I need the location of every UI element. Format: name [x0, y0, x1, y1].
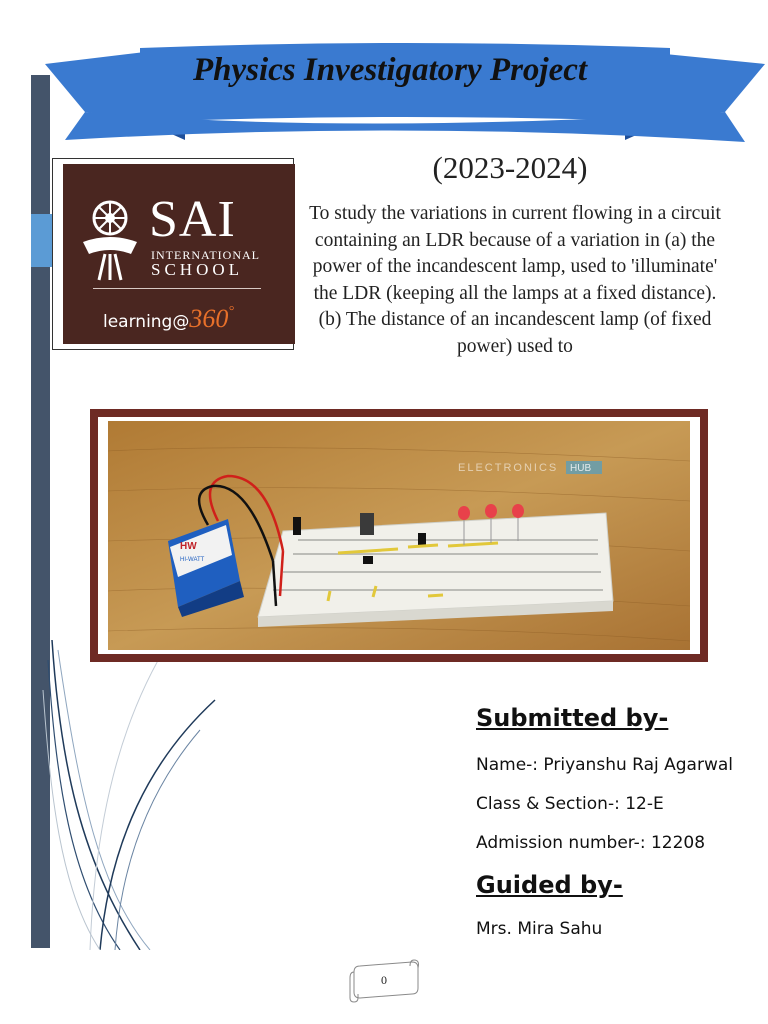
school-emblem-icon — [79, 196, 141, 282]
logo-divider — [93, 288, 261, 289]
logo-tagline-number: 360 — [189, 304, 229, 333]
decorative-swirls — [40, 640, 240, 950]
project-aim: To study the variations in current flowing in a circuit containing an LDR because of a variation in (a) the power of the incandescent lamp, used to 'illuminate' the LDR (keeping all the lamps at a fixed distance). (b) The distance of an incandescent lamp (of fixed power) used to — [309, 203, 721, 357]
circuit-photo-frame — [90, 409, 708, 662]
photo-watermark: ELECTRONICS — [458, 462, 559, 474]
academic-year: (2023-2024) — [432, 150, 588, 185]
circuit-photo-mat — [98, 417, 700, 654]
submitted-by-heading: Submitted by- — [476, 704, 669, 732]
student-name: Name-: Priyanshu Raj Agarwal — [476, 755, 734, 775]
logo-tagline — [103, 304, 234, 334]
logo-brand: SAI — [149, 191, 236, 248]
admission-number: Admission number-: 12208 — [476, 833, 706, 853]
page-number: 0 — [381, 973, 387, 987]
logo-tagline-degree: ° — [228, 304, 234, 319]
page-title: Physics Investigatory Project — [192, 52, 588, 88]
guide-name: Mrs. Mira Sahu — [476, 919, 603, 939]
battery-label: HI-WATT — [180, 557, 205, 563]
circuit-photo — [108, 421, 690, 650]
battery-brand: HW — [180, 541, 197, 552]
student-class: Class & Section-: 12-E — [476, 794, 664, 814]
logo-school: SCHOOL — [151, 260, 244, 279]
school-logo — [63, 164, 295, 344]
logo-international: INTERNATIONAL — [151, 248, 260, 262]
photo-watermark-badge: HUB — [570, 463, 592, 474]
guided-by-heading: Guided by- — [476, 871, 623, 899]
school-logo-frame — [52, 158, 294, 350]
sidebar-accent — [31, 214, 52, 267]
logo-tagline-prefix: learning@ — [103, 312, 190, 332]
